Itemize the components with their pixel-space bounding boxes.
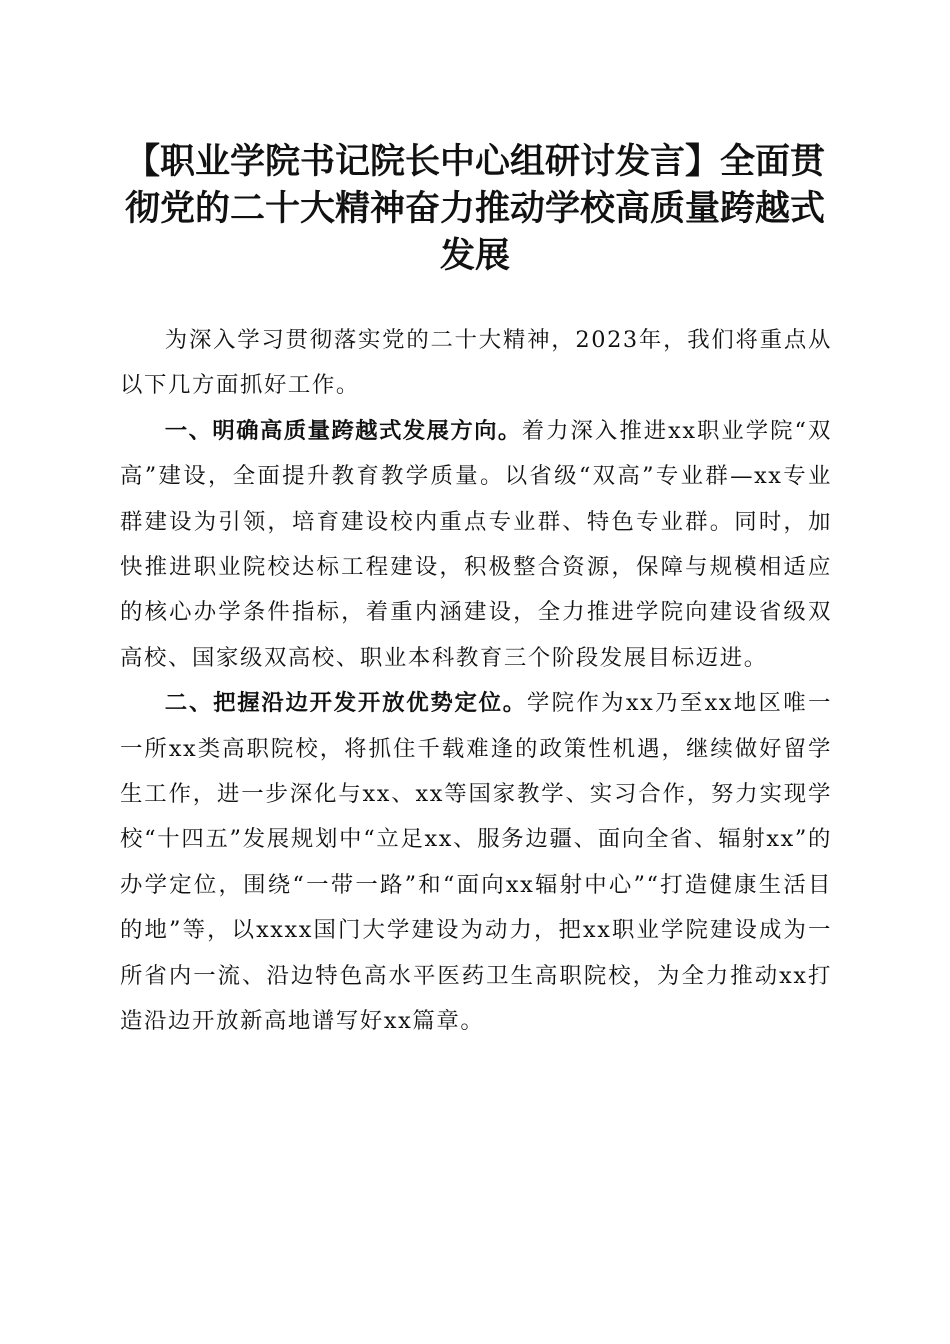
- paragraph-section-1: [120, 409, 832, 681]
- document-body: [120, 318, 832, 1045]
- paragraph-section-2: [120, 681, 832, 1044]
- section-1-heading: 一、明确高质量跨越式发展方向。: [164, 417, 522, 444]
- section-1-text: 着力深入推进xx职业学院“双高”建设，全面提升教育教学质量。以省级“双高”专业群—xx专业群建设为引领，培育建设校内重点专业群、特色专业群。同时，加快推进职业院校达标工程建设，积极整合资源，保障与规模相适应的核心办学条件指标，着重内涵建设，全力推进学院向建设省级双高校、国家级双高校、职业本科教育三个阶段发展目标迈进。: [120, 417, 832, 671]
- section-2-heading: 二、把握沿边开发开放优势定位。: [164, 690, 527, 717]
- document-title: 【职业学院书记院长中心组研讨发言】全面贯彻党的二十大精神奋力推动学校高质量跨越式发展: [124, 141, 825, 276]
- paragraph-intro: [120, 318, 832, 409]
- section-2-text: 学院作为xx乃至xx地区唯一一所xx类高职院校，将抓住千载难逢的政策性机遇，继续做好留学生工作，进一步深化与xx、xx等国家教学、实习合作，努力实现学校“十四五”发展规划中“立足xx、服务边疆、面向全省、辐射xx”的办学定位，围绕“一带一路”和“面向xx辐射中心”“打造健康生活目的地”等，以xxxx国门大学建设为动力，把xx职业学院建设成为一所省内一流、沿边特色高水平医药卫生高职院校，为全力推动xx打造沿边开放新高地谱写好xx篇章。: [120, 690, 832, 1035]
- paragraph-intro-text: 为深入学习贯彻落实党的二十大精神，2023年，我们将重点从以下几方面抓好工作。: [120, 327, 832, 399]
